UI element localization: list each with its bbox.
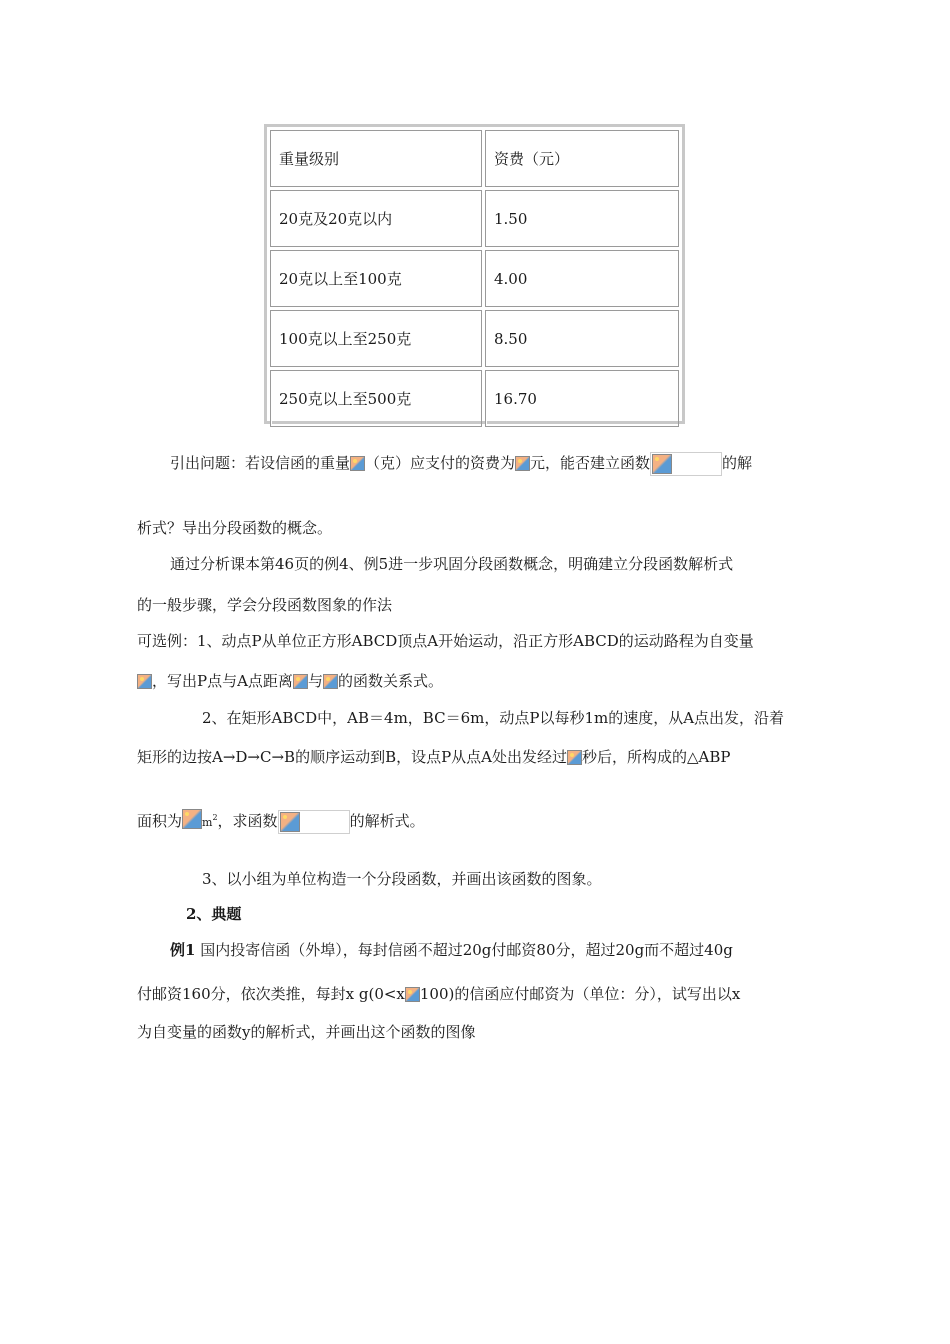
broken-image-icon: [515, 456, 530, 471]
text-span: 100)的信函应付邮资为（单位：分），试写出以x: [419, 985, 741, 1003]
formula-image-placeholder: [278, 810, 350, 834]
paragraph-line: [170, 938, 850, 962]
text-span: ，写出P点与A点距离: [152, 672, 293, 690]
table-cell: 100克以上至250克: [270, 310, 482, 367]
table-row: [270, 250, 679, 307]
text-span: 矩形的边按A→D→C→B的顺序运动到B，设点P从点A处出发经过: [137, 748, 568, 766]
text-span: 与: [307, 672, 323, 690]
paragraph-line: [170, 552, 850, 576]
text-span: 国内投寄信函（外埠），每封信函不超过20g付邮资80分，超过20g而不超过40g: [195, 941, 733, 959]
paragraph-line: [137, 982, 817, 1006]
broken-image-icon: [137, 674, 152, 689]
paragraph-line: [137, 806, 817, 835]
broken-image-icon: [323, 674, 338, 689]
text-span: 元，能否建立函数: [530, 454, 651, 472]
text-span: （克）应支付的资费为: [365, 454, 516, 472]
text-span: 2、在矩形ABCD中，AB＝4m，BC＝6m，动点P以每秒1m的速度，从A点出发，沿着: [202, 709, 785, 727]
paragraph-line: [137, 629, 817, 653]
paragraph-line: [202, 706, 882, 730]
paragraph-line: [137, 516, 817, 540]
table-cell: 8.50: [485, 310, 679, 367]
paragraph-line: [137, 593, 817, 617]
table-cell: 1.50: [485, 190, 679, 247]
paragraph-line: [137, 745, 817, 769]
section-heading: [186, 902, 866, 926]
broken-image-icon: [350, 456, 365, 471]
text-span: 引出问题：若设信函的重量: [170, 454, 351, 472]
broken-image-icon: [182, 809, 202, 829]
broken-image-icon: [293, 674, 308, 689]
text-span: ，求函数: [217, 812, 278, 830]
table-cell: 20克以上至100克: [270, 250, 482, 307]
postage-table: [264, 124, 685, 424]
superscript: 2: [212, 813, 218, 822]
table-cell: 250克以上至500克: [270, 370, 482, 427]
heading-text: 2、典题: [186, 905, 242, 923]
text-span: 付邮资160分，依次类推，每封x g(0<x: [137, 985, 405, 1003]
table-header-row: [270, 130, 679, 187]
paragraph-line: [137, 669, 817, 693]
text-span: 为自变量的函数y的解析式，并画出这个函数的图像: [137, 1023, 476, 1041]
text-span: 的一般步骤，学会分段函数图象的作法: [137, 596, 393, 614]
table-row: [270, 370, 679, 427]
formula-image-placeholder: [650, 452, 722, 476]
text-span: 秒后，所构成的△ABP: [582, 748, 731, 766]
table-row: [270, 190, 679, 247]
text-span: 面积为: [137, 812, 183, 830]
table-row: [270, 310, 679, 367]
table-cell: 20克及20克以内: [270, 190, 482, 247]
text-span: m: [202, 816, 213, 829]
example-label: 例1: [170, 941, 196, 959]
broken-image-icon: [567, 750, 582, 765]
broken-image-icon: [405, 987, 420, 1002]
paragraph-line: [202, 867, 882, 891]
text-span: 的解析式。: [349, 812, 425, 830]
table-cell: 16.70: [485, 370, 679, 427]
text-span: 的函数关系式。: [337, 672, 443, 690]
table-header-cell: 资费（元）: [485, 130, 679, 187]
text-span: 的解: [722, 454, 753, 472]
text-span: 3、以小组为单位构造一个分段函数，并画出该函数的图象。: [202, 870, 602, 888]
text-span: 通过分析课本第46页的例4、例5进一步巩固分段函数概念，明确建立分段函数解析式: [170, 555, 734, 573]
text-span: 可选例：1、动点P从单位正方形ABCD顶点A开始运动，沿正方形ABCD的运动路程为自变量: [137, 632, 754, 650]
table-cell: 4.00: [485, 250, 679, 307]
broken-image-icon: [280, 812, 300, 832]
paragraph-line: [170, 451, 850, 476]
broken-image-icon: [652, 454, 672, 474]
table-header-cell: 重量级别: [270, 130, 482, 187]
paragraph-line: [137, 1020, 817, 1044]
text-span: 析式？导出分段函数的概念。: [137, 519, 333, 537]
